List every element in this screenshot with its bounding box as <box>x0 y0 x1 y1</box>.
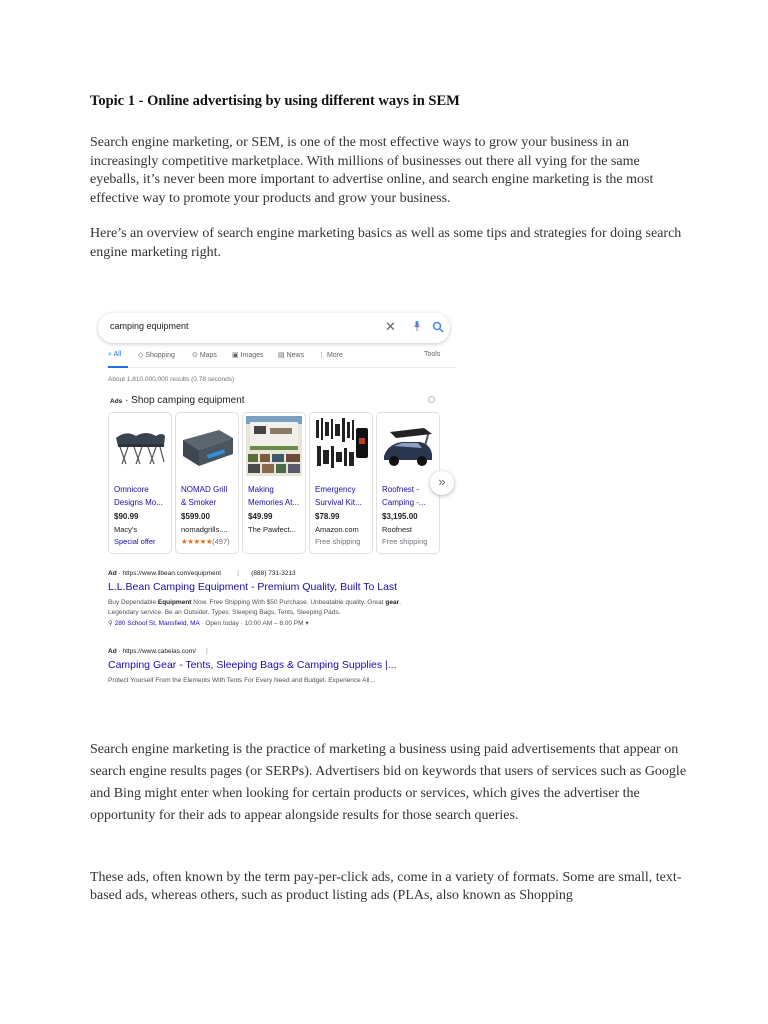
tab-shopping: ◇ Shopping <box>138 352 175 359</box>
tab-images: ▣ Images <box>232 352 264 359</box>
product-card <box>108 412 172 554</box>
ad-url-line: Ad · https://www.llbean.com/equipment ⋮ (888) 731-3213 <box>108 570 296 577</box>
product-offer: Special offer <box>114 537 156 546</box>
tab-all: ⌕ All <box>108 351 122 358</box>
more-options-icon: ⋮ <box>203 648 211 655</box>
product-price: $78.99 <box>315 512 340 521</box>
product-image-roof-tent <box>380 416 436 476</box>
microphone-icon <box>414 321 420 331</box>
product-price: $599.00 <box>181 512 210 521</box>
tools-label: Tools <box>424 351 441 358</box>
product-rating: ★★★★★(497) <box>181 537 230 546</box>
product-price: $3,195.00 <box>382 512 418 521</box>
product-price: $90.99 <box>114 512 139 521</box>
search-query: camping equipment <box>110 321 189 331</box>
product-store: Macy's <box>114 525 138 534</box>
product-title: Emergency Survival Kit... <box>315 485 362 507</box>
ad-title: Camping Gear - Tents, Sleeping Bags & Camping Supplies |... <box>108 659 397 671</box>
tab-divider <box>106 367 456 368</box>
tab-news: ▤ News <box>278 352 305 359</box>
ad-description: Buy Dependable Equipment Now. Free Shipping With $50 Purchase. Unbeatable quality. Great gear. Legendary service. Be an Outsider. Types: Sleeping Bags, Tents, Sleeping Pads. <box>108 599 401 616</box>
product-store: Roofnest <box>382 525 413 534</box>
info-icon <box>428 396 435 403</box>
product-image-survival-kit <box>313 416 369 476</box>
search-tabs <box>108 351 448 365</box>
tab-more: ⋮ More <box>318 352 343 359</box>
search-icon <box>432 321 444 333</box>
clear-icon: ✕ <box>385 319 396 334</box>
product-price: $49.99 <box>248 512 273 521</box>
product-image-rv <box>246 416 302 476</box>
product-card <box>175 412 239 554</box>
product-title: Omnicore Designs Mo... <box>114 485 163 507</box>
star-rating-icon: ★★★★★ <box>181 537 213 546</box>
ad-description: Protect Yourself From the Elements With Tents For Every Need and Budget. Experience All... <box>108 677 375 684</box>
product-shipping: Free shipping <box>315 537 361 546</box>
shopping-ads-heading: Ads · Shop camping equipment <box>110 395 245 406</box>
document-heading: Topic 1 - Online advertising by using different ways in SEM <box>90 93 460 109</box>
product-card <box>242 412 306 554</box>
tab-maps: ⊙ Maps <box>192 352 217 359</box>
serp-screenshot <box>96 305 460 695</box>
paragraph-intro: Search engine marketing, or SEM, is one of the most effective ways to grow your business in an increasingly competitive marketplace. With millions of businesses out there all vying for the same eyeballs, it’s never been more important to advertise online, and search engine marketing is the most effective way to promote your products and grow your business. <box>90 135 654 206</box>
results-count: About 1,810,000,000 results (0.78 seconds) <box>108 376 235 383</box>
product-title: Roofnest - Camping -... <box>382 485 426 507</box>
location-pin-icon: ⚲ <box>108 620 113 627</box>
product-title: Making Memories At... <box>248 485 300 507</box>
search-box <box>98 313 450 343</box>
paragraph-ad-formats: These ads, often known by the term pay-per-click ads, come in a variety of formats. Some are small, text-based ads, whereas others, such as product listing ads (PLAs, also known as Shopping <box>90 870 682 903</box>
product-store: nomadgrills.... <box>181 525 228 534</box>
active-tab-underline <box>108 366 128 368</box>
ad-url-line: Ad · https://www.cabelas.com/ ⋮ <box>108 648 211 655</box>
product-shipping: Free shipping <box>382 537 428 546</box>
next-arrow-icon: » <box>430 471 454 495</box>
product-title: NOMAD Grill & Smoker <box>181 485 228 507</box>
more-options-icon: ⋮ <box>234 570 242 577</box>
product-store: Amazon.com <box>315 525 359 534</box>
product-image-chairs <box>112 416 168 476</box>
product-store: The Pawfect... <box>248 525 296 534</box>
product-image-grill <box>179 416 235 476</box>
paragraph-definition: Search engine marketing is the practice of marketing a business using paid advertisements that appear on search engine results pages (or SERPs). Advertisers bid on keywords that users of services such as Google and Bing might enter when looking for certain products or services, which gives the advertiser the opportunity for their ads to appear alongside results for those search queries. <box>90 742 687 823</box>
product-card <box>309 412 373 554</box>
ad-title: L.L.Bean Camping Equipment - Premium Quality, Built To Last <box>108 581 398 593</box>
paragraph-overview: Here’s an overview of search engine marketing basics as well as some tips and strategies for doing search engine marketing right. <box>90 226 682 260</box>
ad-location: ⚲ 280 School St, Mansfield, MA · Open today · 10:00 AM – 8:00 PM ▾ <box>108 620 309 627</box>
